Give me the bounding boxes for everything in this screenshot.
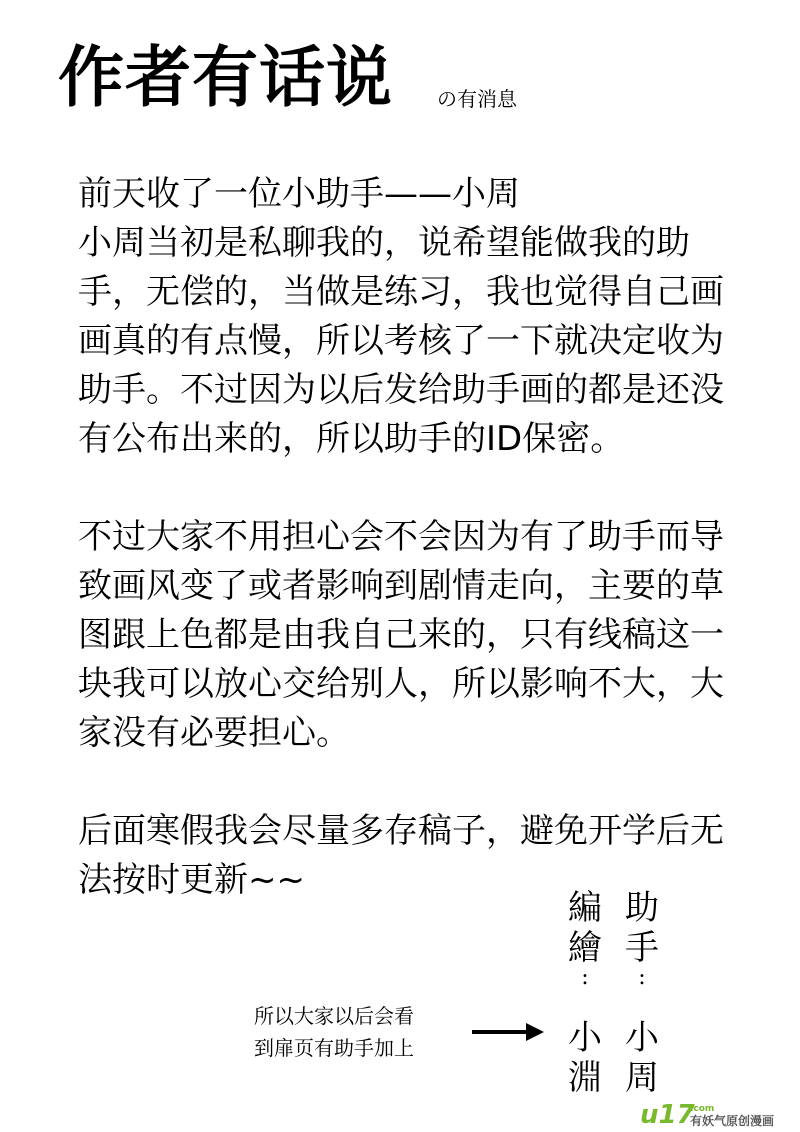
svg-text:有妖气原创漫画: 有妖气原创漫画	[690, 1114, 775, 1128]
credit-role-char: 編	[568, 888, 602, 928]
paragraph-style-reassurance: 不过大家不用担心会不会因为有了助手而导致画风变了或者影响到剧情走向，主要的草图跟上色都是由我自己来的，只有线稿这一块我可以放心交给别人，所以影响不大，大家没有必要担心。	[78, 517, 724, 753]
credit-name-char: 周	[625, 1058, 659, 1098]
note-line: 所以大家以后会看	[254, 1004, 414, 1028]
credit-name-char: 小	[625, 1018, 659, 1058]
credit-role-char: 助	[625, 888, 659, 928]
page-subtitle: の有消息	[437, 87, 517, 111]
right-arrow-icon	[472, 1021, 544, 1043]
credit-name-char: 小	[568, 1018, 602, 1058]
message-body	[78, 170, 748, 905]
u17-logo	[640, 1100, 795, 1128]
credit-artist	[565, 888, 605, 1098]
note-line: 到扉页有助手加上	[254, 1036, 414, 1060]
page-title: 作者有话说	[58, 39, 393, 116]
svg-text:.com: .com	[690, 1104, 715, 1114]
credit-role-char: 手	[625, 928, 659, 968]
credit-name-char: 淵	[568, 1058, 602, 1098]
handwritten-note	[254, 1000, 414, 1064]
credit-colon: :	[581, 965, 589, 990]
credit-role-char: 繪	[568, 928, 602, 968]
paragraph-assistant-intro: 前天收了一位小助手——小周 小周当初是私聊我的，说希望能做我的助手，无偿的，当做是练习，我也觉得自己画画真的有点慢，所以考核了一下就决定收为助手。不过因为以后发给助手画的都是还没有公布出来的，所以助手的ID保密。	[78, 174, 724, 459]
credit-colon: :	[638, 965, 646, 990]
credit-assistant	[622, 888, 662, 1098]
svg-text:u17: u17	[640, 1100, 695, 1128]
paragraph-update-plan: 后面寒假我会尽量多存稿子，避免开学后无法按时更新~~	[78, 811, 724, 900]
